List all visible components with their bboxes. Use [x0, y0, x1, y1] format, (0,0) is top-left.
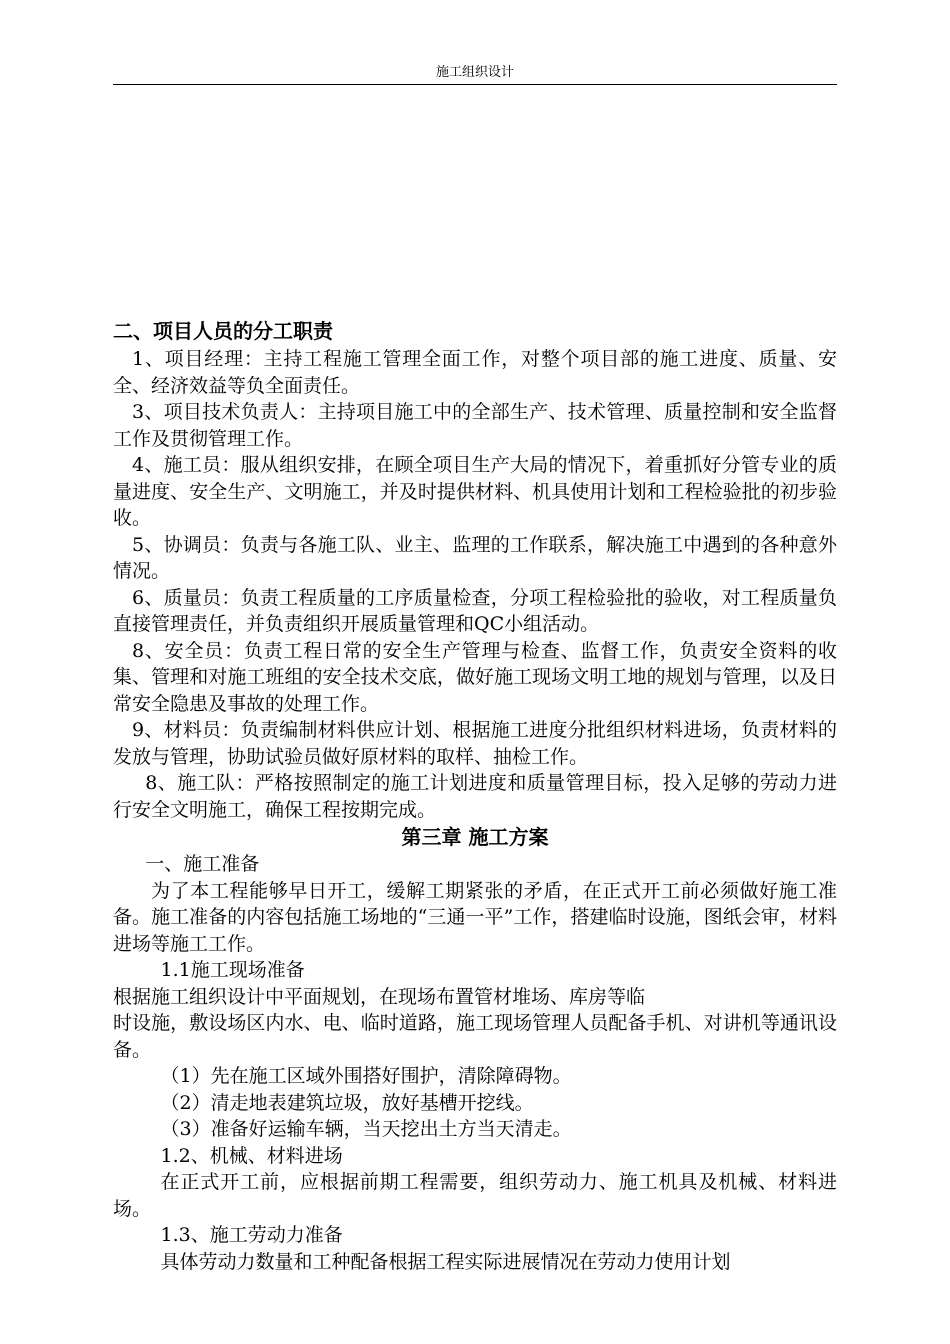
header-rule: [113, 84, 837, 85]
body-line: 根据施工组织设计中平面规划，在现场布置管材堆场、库房等临: [113, 985, 646, 1008]
duty-paragraph: 8、安全员：负责工程日常的安全生产管理与检查、监督工作，负责安全资料的收集、管理和对施工班组的安全技术交底，做好施工现场文明工地的规划与管理，以及日常安全隐患及事故的处理工作。: [113, 639, 837, 715]
list-item: （3）准备好运输车辆，当天挖出土方当天清走。: [160, 1118, 572, 1140]
document-body: [113, 316, 837, 1275]
subsection-title: 1.2、机械、材料进场: [160, 1144, 343, 1167]
body-paragraph: 在正式开工前，应根据前期工程需要，组织劳动力、施工机具及机械、材料进场。: [113, 1171, 837, 1220]
duty-paragraph: 4、施工员：服从组织安排，在顾全项目生产大局的情况下，着重抓好分管专业的质量进度、安全生产、文明施工，并及时提供材料、机具使用计划和工程检验批的初步验收。: [113, 454, 837, 529]
duty-paragraph: 5、协调员：负责与各施工队、业主、监理的工作联系，解决施工中遇到的各种意外情况。: [113, 533, 837, 582]
section-heading: 二、项目人员的分工职责: [113, 319, 333, 343]
duty-paragraph: 3、项目技术负责人：主持项目施工中的全部生产、技术管理、质量控制和安全监督工作及贯彻管理工作。: [113, 401, 837, 450]
chapter-title: 第三章 施工方案: [401, 825, 549, 849]
list-item: （2）清走地表建筑垃圾，放好基槽开挖线。: [160, 1091, 534, 1114]
duty-paragraph: 8、施工队：严格按照制定的施工计划进度和质量管理目标，投入足够的劳动力进行安全文明施工，确保工程按期完成。: [113, 772, 837, 821]
intro-paragraph: 为了本工程能够早日开工，缓解工期紧张的矛盾，在正式开工前必须做好施工准备。施工准备的内容包括施工场地的“三通一平”工作，搭建临时设施，图纸会审，材料进场等施工工作。: [113, 879, 837, 955]
duty-paragraph: 1、项目经理：主持工程施工管理全面工作，对整个项目部的施工进度、质量、安全、经济效益等负全面责任。: [113, 348, 837, 397]
body-paragraph: 时设施，敷设场区内水、电、临时道路，施工现场管理人员配备手机、对讲机等通讯设备。: [113, 1012, 837, 1061]
body-paragraph: 具体劳动力数量和工种配备根据工程实际进展情况在劳动力使用计划: [160, 1250, 731, 1273]
duty-paragraph: 6、质量员：负责工程质量的工序质量检查，分项工程检验批的验收，对工程质量负直接管理责任，并负责组织开展质量管理和QC小组活动。: [113, 586, 837, 635]
duty-paragraph: 9、材料员：负责编制材料供应计划、根据施工进度分批组织材料进场，负责材料的发放与管理，协助试验员做好原材料的取样、抽检工作。: [113, 719, 837, 768]
subsection-title: 1.1施工现场准备: [160, 959, 305, 981]
subsection-title: 1.3、施工劳动力准备: [160, 1224, 343, 1246]
page-header: 施工组织设计: [435, 65, 514, 80]
subsection-heading: 一、施工准备: [145, 853, 260, 875]
list-item: （1）先在施工区域外围搭好围护，清除障碍物。: [160, 1065, 572, 1087]
